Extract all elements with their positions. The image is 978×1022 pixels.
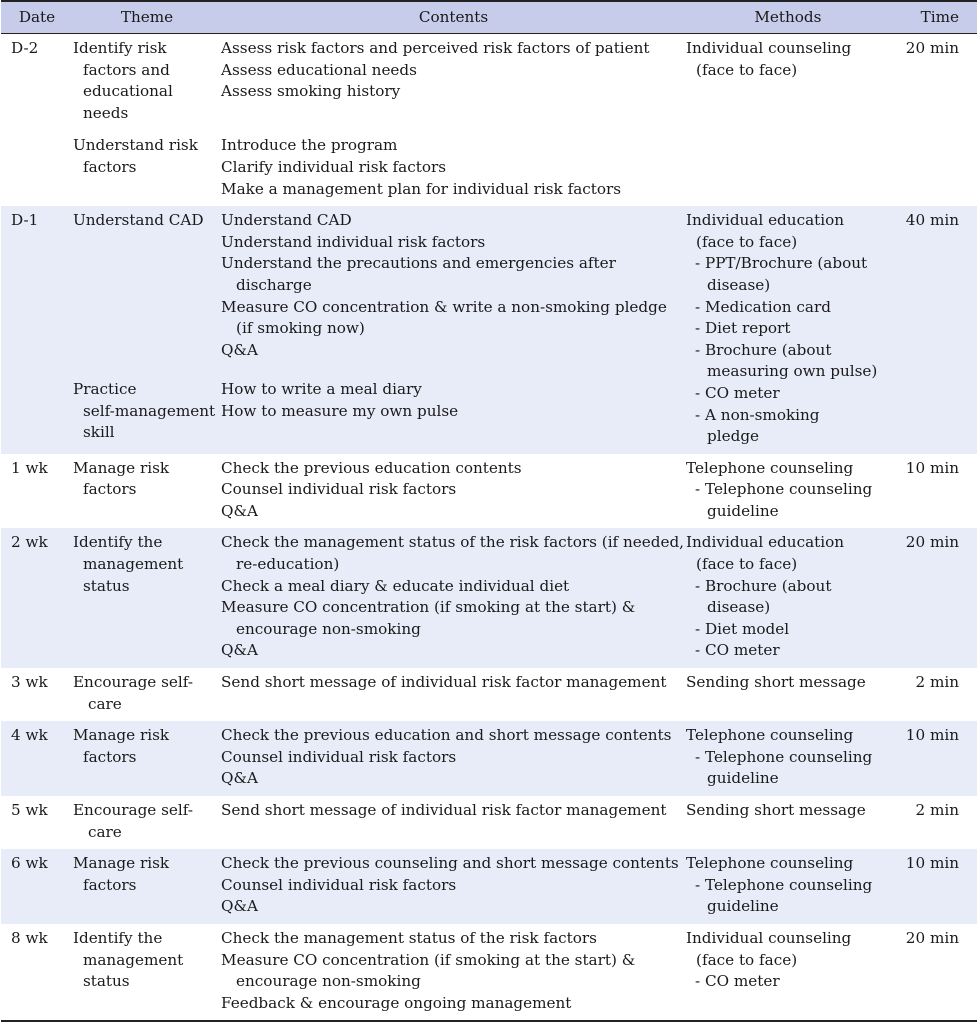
theme-text: factors [82,480,137,499]
date-cell: 4 wk [11,726,48,745]
method-item: - A non-smoking pledge [695,405,820,446]
theme-text: Identify risk [72,39,167,57]
contents-cell [221,668,686,721]
table-row [1,849,977,924]
theme-text: factors [82,157,137,176]
content-item: Assess smoking history [221,82,401,101]
table-row [1,924,977,1021]
table-row [1,528,977,668]
time-cell: 20 min [890,924,977,1021]
content-item: Counsel individual risk factors [221,747,457,766]
date-cell: 5 wk [11,801,48,819]
theme-cell [63,368,221,453]
methods-cell [686,454,890,529]
time-cell: 10 min [905,458,959,477]
content-item: Measure CO concentration & write a non-smoking pledge (if smoking now) [221,297,667,338]
time-cell: 40 min [905,211,959,230]
theme-text: Manage risk [72,854,170,873]
content-item: Q&A [221,340,258,359]
method-item: - Brochure (about measuring own pulse) [695,340,878,381]
content-item: Check the previous counseling and short message contents [221,854,679,873]
contents-cell [221,34,686,125]
theme-text: status [82,576,130,595]
content-item: Measure CO concentration (if smoking at the start) & encourage non-smoking [221,598,636,638]
content-item: How to write a meal diary [221,380,422,399]
theme-text: Identify the [72,928,163,947]
methods-cell [686,796,890,849]
theme-text: Practice [72,380,137,399]
contents-cell [221,206,686,368]
theme-cell [63,124,221,206]
date-cell: 1 wk [11,458,48,477]
content-item: Q&A [221,897,258,916]
header-theme: Theme [63,1,221,34]
content-item: How to measure my own pulse [221,401,459,420]
method-item: - Telephone counseling guideline [695,747,873,788]
methods-cell [686,528,890,668]
content-item: Check the previous education and short message contents [221,726,672,745]
method-item: - PPT/Brochure (about disease) [695,254,868,294]
contents-cell [221,924,686,1021]
date-cell: D-2 [11,39,39,57]
method-item: Individual counseling [686,928,852,947]
date-cell: 8 wk [1,924,63,1021]
theme-text: management [82,555,184,574]
method-item: Sending short message [686,801,866,819]
time-cell: 20 min [905,39,959,57]
contents-cell [221,796,686,849]
method-item: - CO meter [695,383,780,402]
content-item: Counsel individual risk factors [221,480,457,499]
theme-cell [63,721,221,796]
method-item: - Telephone counseling guideline [695,875,873,916]
theme-text: Understand risk [72,136,198,155]
table-row [1,454,977,529]
content-item: Make a management plan for individual risk factors [221,179,622,198]
header-contents: Contents [221,1,686,34]
content-item: Q&A [221,641,258,660]
theme-cell [63,849,221,924]
content-item: Q&A [221,769,258,788]
theme-text: factors [82,875,137,894]
methods-cell [686,849,890,924]
content-item: Send short message of individual risk factor management [221,801,667,819]
method-item: (face to face) [696,555,798,574]
methods-cell [686,34,890,207]
date-cell: 2 wk [11,533,48,552]
method-item: - Diet report [695,319,791,338]
content-item: Counsel individual risk factors [221,875,457,894]
table-row [1,206,977,368]
header-time: Time [890,1,977,34]
contents-cell [221,721,686,796]
table-row [1,796,977,849]
method-item: Telephone counseling [686,854,854,873]
method-item: Telephone counseling [686,458,854,477]
time-cell: 10 min [905,854,959,873]
header-row [1,1,977,34]
theme-text: Identify the [72,533,163,552]
method-item: - Medication card [695,297,831,316]
theme-cell [63,528,221,668]
contents-cell [221,124,686,206]
date-cell: 6 wk [11,854,48,873]
education-program-table [1,0,977,1022]
method-item: (face to face) [696,60,798,79]
method-item: Individual education [686,533,845,552]
theme-cell [63,454,221,529]
content-item: Introduce the program [221,136,398,155]
contents-cell [221,849,686,924]
theme-text: Encourage self-care [72,801,193,841]
content-item: Send short message of individual risk factor management [221,673,667,692]
time-cell: 10 min [905,726,959,745]
content-item: Understand the precautions and emergencies after discharge [221,254,616,294]
contents-cell [221,368,686,453]
methods-cell [686,668,890,721]
date-cell: 3 wk [11,673,48,692]
content-item: Check the previous education contents [221,458,522,477]
content-item: Q&A [221,501,258,520]
theme-text: Manage risk [72,726,170,745]
theme-text: factors [82,747,137,766]
theme-text: Encourage self-care [72,673,193,713]
header-date: Date [1,1,63,34]
table-row [1,721,977,796]
method-item: Telephone counseling [686,726,854,745]
content-item: Check the management status of the risk factors (if needed, re-education) [221,533,685,574]
time-cell: 20 min [905,533,959,552]
theme-text: self-management [82,401,216,420]
method-item: - Brochure (about disease) [695,576,832,617]
method-item: (face to face) [696,950,798,969]
methods-cell [686,721,890,796]
theme-cell [63,796,221,849]
content-item: Assess risk factors and perceived risk factors of patient [221,39,650,57]
theme-cell [63,924,221,1021]
content-item: Understand CAD [221,211,352,230]
theme-text: skill [82,423,115,442]
theme-text: educational needs [82,82,173,122]
theme-cell [63,34,221,125]
contents-cell [221,454,686,529]
method-item: (face to face) [696,232,798,251]
content-item: Check a meal diary & educate individual diet [221,576,570,595]
content-item: Feedback & encourage ongoing management [221,993,572,1012]
header-methods: Methods [686,1,890,34]
time-cell: 2 min [915,673,959,692]
theme-text: management [82,950,184,969]
theme-text: Manage risk [72,458,170,477]
methods-cell [686,924,890,1021]
theme-text: status [82,972,130,991]
method-item: - CO meter [695,972,780,991]
method-item: Sending short message [686,673,866,692]
time-cell: 2 min [915,801,959,819]
content-item: Assess educational needs [221,60,417,79]
content-item: Measure CO concentration (if smoking at the start) & encourage non-smoking [221,950,636,991]
table-row [1,668,977,721]
method-item: - Telephone counseling guideline [695,480,873,520]
content-item: Understand individual risk factors [221,232,486,251]
method-item: - Diet model [695,619,790,638]
methods-cell [686,206,890,454]
contents-cell [221,528,686,668]
theme-cell [63,206,221,368]
table-row [1,34,977,125]
method-item: - CO meter [695,641,780,660]
method-item: Individual education [686,211,845,230]
theme-text: factors and [82,60,170,79]
content-item: Check the management status of the risk factors [221,928,597,947]
theme-cell [63,668,221,721]
date-cell: D-1 [11,211,39,230]
method-item: Individual counseling [686,39,852,57]
content-item: Clarify individual risk factors [221,157,447,176]
theme-text: Understand CAD [72,211,204,230]
